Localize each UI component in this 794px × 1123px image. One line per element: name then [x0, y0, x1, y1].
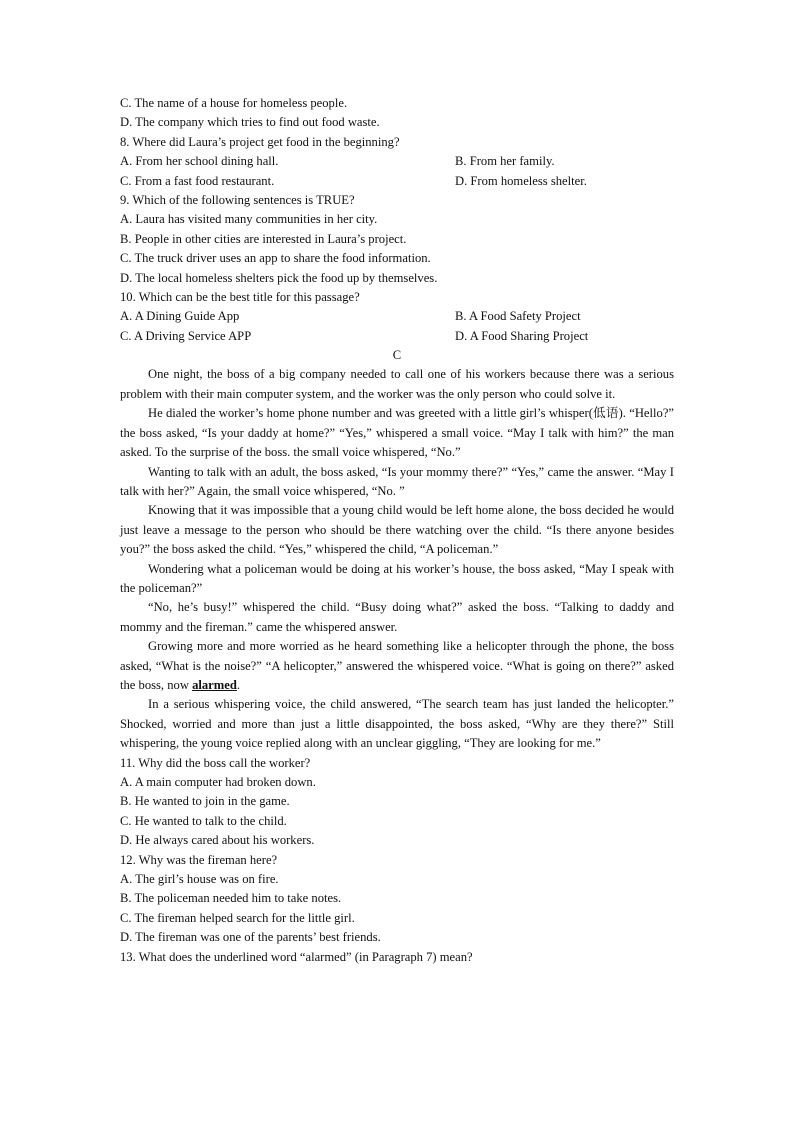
passage-paragraph-7 [120, 637, 674, 695]
q10-option-c: C. A Driving Service APP [120, 328, 252, 343]
q10-options-row-1 [120, 307, 674, 326]
q8-option-b: B. From her family. [455, 154, 555, 169]
q11-option-a: A. A main computer had broken down. [120, 774, 316, 789]
q8-options-row-1 [120, 152, 674, 171]
q13-question: 13. What does the underlined word “alarmed” (in Paragraph 7) mean? [120, 949, 473, 964]
q11-option-c: C. He wanted to talk to the child. [120, 813, 287, 828]
underlined-word: alarmed [192, 677, 237, 692]
q12-option-b: B. The policeman needed him to take notes. [120, 891, 342, 906]
passage-paragraph-8: In a serious whispering voice, the child answered, “The search team has just landed the helicopter.” Shocked, worried and more than just a little disappointed, the boss asked, “Why are they there?” Still whispering, the young voice replied along with an unclear giggling, “They are looking for me.” [120, 697, 674, 751]
q9-option-c: C. The truck driver uses an app to share the food information. [120, 251, 431, 266]
q8-option-c: C. From a fast food restaurant. [120, 173, 275, 188]
passage-paragraph-3: Wanting to talk with an adult, the boss asked, “Is your mommy there?” “Yes,” came the answer. “May I talk with her?” Again, the small voice whispered, “No. ” [120, 464, 674, 498]
q8-question: 8. Where did Laura’s project get food in the beginning? [120, 134, 400, 149]
passage-paragraph-5: Wondering what a policeman would be doing at his worker’s house, the boss asked, “May I speak with the policeman?” [120, 561, 674, 595]
q10-option-d: D. A Food Sharing Project [455, 328, 589, 343]
passage-paragraph-1: One night, the boss of a big company needed to call one of his workers because there was a serious problem with their main computer system, and the worker was the only person who could solve it. [120, 367, 674, 401]
q12-question: 12. Why was the fireman here? [120, 852, 278, 867]
q11-option-d: D. He always cared about his workers. [120, 833, 315, 848]
q10-option-b: B. A Food Safety Project [455, 309, 581, 324]
q12-option-a: A. The girl’s house was on fire. [120, 871, 279, 886]
q8-option-a: A. From her school dining hall. [120, 154, 279, 169]
exam-page [120, 94, 674, 967]
q10-option-a: A. A Dining Guide App [120, 309, 240, 324]
q9-question: 9. Which of the following sentences is TRUE? [120, 192, 355, 207]
q7-option-c: C. The name of a house for homeless people. [120, 96, 348, 110]
q9-option-b: B. People in other cities are interested in Laura’s project. [120, 231, 407, 246]
paragraph-7-end: . [236, 677, 241, 692]
q10-question: 10. Which can be the best title for this passage? [120, 289, 360, 304]
q8-option-d: D. From homeless shelter. [455, 173, 587, 188]
passage-paragraph-4: Knowing that it was impossible that a young child would be left home alone, the boss decided he would just leave a message to the person who should be there watching over the child. “Is there anyone besides you?” the boss asked the child. “Yes,” whispered the child, “A policeman.” [120, 503, 674, 557]
q11-option-b: B. He wanted to join in the game. [120, 794, 290, 809]
section-heading: C [392, 348, 402, 363]
q7-option-d: D. The company which tries to find out food waste. [120, 115, 380, 130]
q9-option-d: D. The local homeless shelters pick the food up by themselves. [120, 270, 438, 285]
q11-question: 11. Why did the boss call the worker? [120, 755, 311, 770]
q12-option-d: D. The fireman was one of the parents’ best friends. [120, 930, 381, 945]
passage-paragraph-2: He dialed the worker’s home phone number and was greeted with a little girl’s whisper(低语). “Hello?” the boss asked, “Is your daddy at home?” “Yes,” whispered a small voice. “May I talk with him?” the man asked. To the surprise of the boss. the small voice whispered, “No.” [120, 406, 674, 460]
q10-options-row-2 [120, 327, 674, 346]
q12-option-c: C. The fireman helped search for the little girl. [120, 910, 355, 925]
paragraph-7-text: Growing more and more worried as he heard something like a helicopter through the phone, the boss asked, “What is the noise?” “A helicopter,” answered the whispered voice. “What is going on there?” asked the boss, now [120, 639, 674, 692]
q8-options-row-2 [120, 172, 674, 191]
q9-option-a: A. Laura has visited many communities in her city. [120, 212, 378, 227]
passage-paragraph-6: “No, he’s busy!” whispered the child. “Busy doing what?” asked the boss. “Talking to daddy and mommy and the fireman.” came the whispered answer. [120, 600, 674, 634]
